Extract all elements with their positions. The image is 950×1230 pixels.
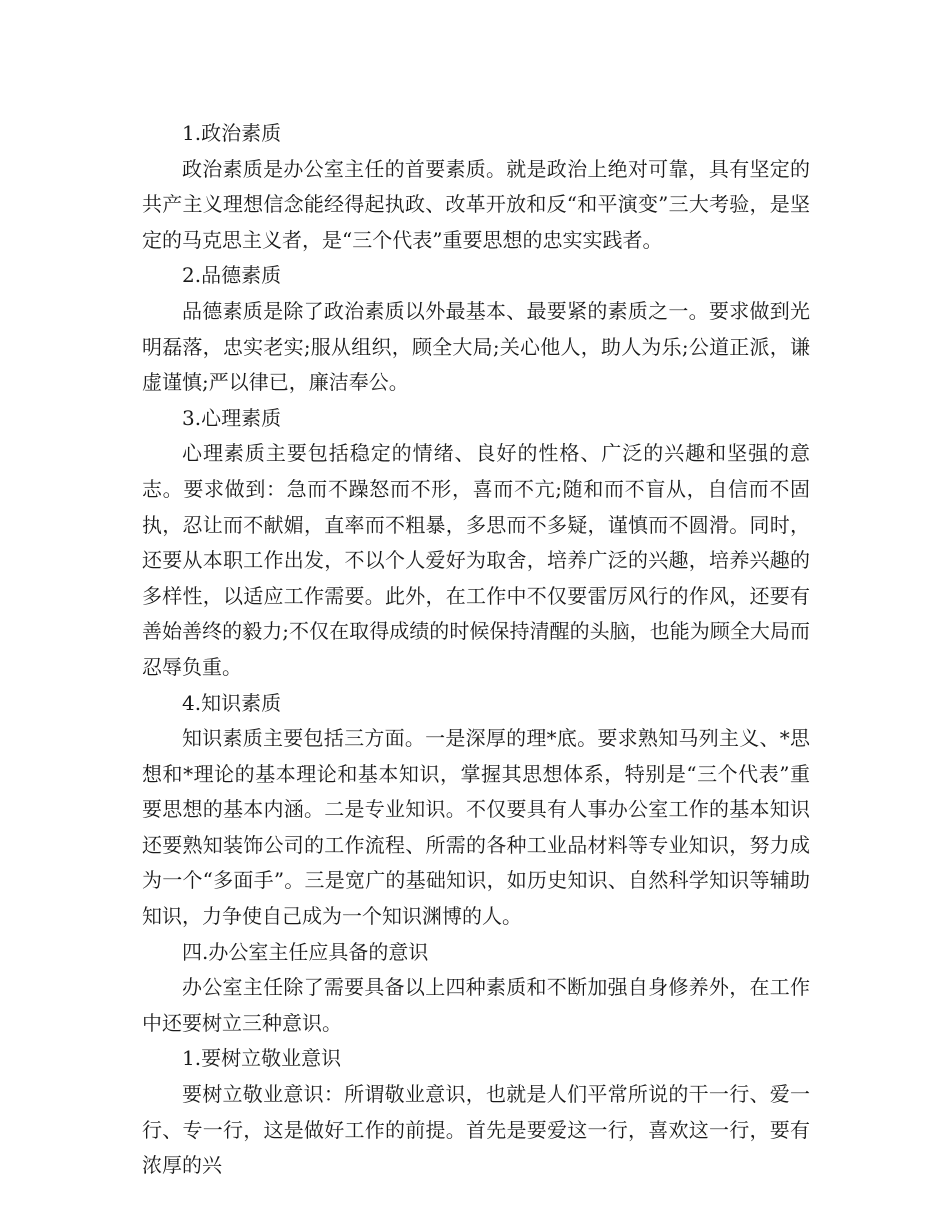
paragraph-moral-quality: 品德素质是除了政治素质以外最基本、最要紧的素质之一。要求做到光明磊落，忠实老实;服从组织，顾全大局;关心他人，助人为乐;公道正派，谦虚谨慎;严以律已，廉洁奉公。 bbox=[142, 298, 810, 395]
document-body bbox=[142, 116, 810, 1184]
paragraph-knowledge-quality: 知识素质主要包括三方面。一是深厚的理*底。要求熟知马列主义、*思想和*理论的基本理论和基本知识，掌握其思想体系，特别是“三个代表”重要思想的基本内涵。二是专业知识。不仅要具有人事办公室工作的基本知识还要熟知装饰公司的工作流程、所需的各种工业品材料等专业知识，努力成为一个“多面手”。三是宽广的基础知识，如历史知识、自然科学知识等辅助知识，力争使自己成为一个知识渊博的人。 bbox=[142, 726, 810, 929]
heading-dedication-awareness: 1.要树立敬业意识 bbox=[182, 1046, 342, 1071]
heading-moral-quality: 2.品德素质 bbox=[182, 263, 282, 288]
heading-political-quality: 1.政治素质 bbox=[182, 121, 282, 145]
paragraph-political-quality: 政治素质是办公室主任的首要素质。就是政治上绝对可靠，具有坚定的共产主义理想信念能经得起执政、改革开放和反“和平演变”三大考验，是坚定的马克思主义者，是“三个代表”重要思想的忠实实践者。 bbox=[142, 156, 810, 252]
heading-awareness-section: 四.办公室主任应具备的意识 bbox=[182, 939, 429, 964]
paragraph-psychological-quality: 心理素质主要包括稳定的情绪、良好的性格、广泛的兴趣和坚强的意志。要求做到：急而不躁怒而不形，喜而不亢;随和而不盲从，自信而不固执，忍让而不献媚，直率而不粗暴，多思而不多疑，谨慎而不圆滑。同时，还要从本职工作出发，不以个人爱好为取舍，培养广泛的兴趣，培养兴趣的多样性，以适应工作需要。此外，在工作中不仅要雷厉风行的作风，还要有善始善终的毅力;不仅在取得成绩的时候保持清醒的头脑，也能为顾全大局而忍辱负重。 bbox=[142, 441, 810, 679]
heading-knowledge-quality: 4.知识素质 bbox=[182, 690, 282, 715]
paragraph-awareness-intro: 办公室主任除了需要具备以上四种素质和不断加强自身修养外，在工作中还要树立三种意识。 bbox=[142, 975, 810, 1035]
paragraph-dedication-awareness: 要树立敬业意识：所谓敬业意识，也就是人们平常所说的干一行、爱一行、专一行，这是做好工作的前提。首先是要爱这一行，喜欢这一行，要有浓厚的兴 bbox=[142, 1082, 810, 1178]
heading-psychological-quality: 3.心理素质 bbox=[182, 405, 282, 430]
